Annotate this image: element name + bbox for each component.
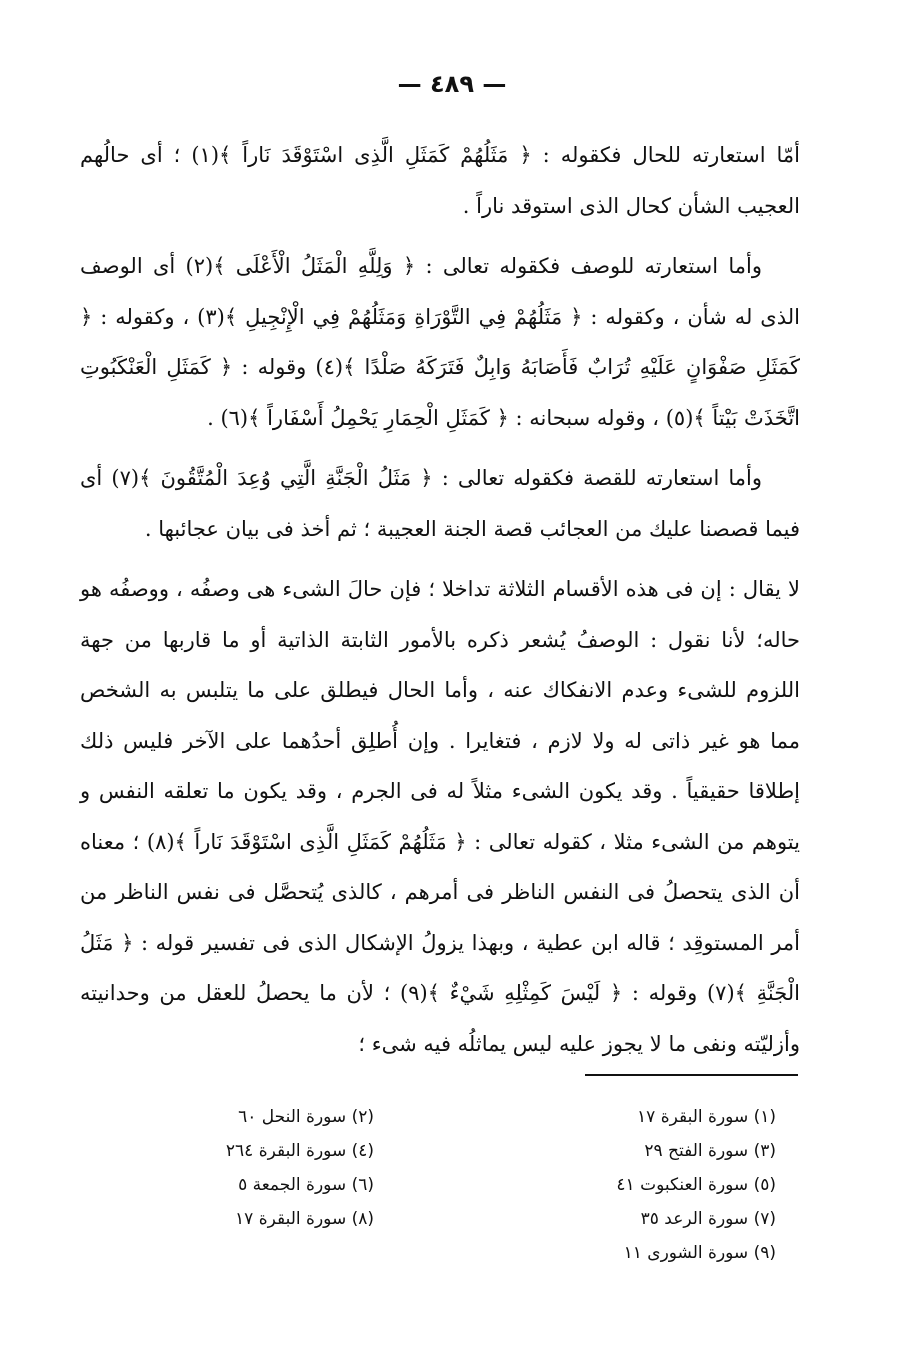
paragraph-objection: لا يقال : إن فى هذه الأقسام الثلاثة تداخلا ؛ فإن حالَ الشىء هى وصفُه ، ووصفُه هو حاله؛ لأنا نقول : الوصفُ يُشعر ذكره بالأمور الثابتة الذاتية أو ما قاربها من جهة اللزوم للشىء وعدم الانفكاك عنه ، وأما الحال فيطلق على ما يتلبس به الشخص مما هو غير ذاتى له ولا لازم ، فتغايرا . وإن أُطلِق أحدُهما على الآخر فليس ذلك إطلاقا حقيقياً . وقد يكون الشىء مثلاً له فى الجرم ، وقد يكون ما تعلقه النفس و يتوهم من الشىء مثلا ، كقوله تعالى : ﴿ مَثَلُهُمْ كَمَثَلِ الَّذِى اسْتَوْقَدَ نَاراً ﴾(٨) ؛ معناه أن الذى يتحصلُ فى النفس الناظر فى أمرهم ، كالذى يُتحصَّل فى نفس الناظر من أمر المستوقِد ؛ قاله ابن عطية ، وبهذا يزولُ الإشكال الذى فى تفسير قوله : ﴿ مَثَلُ الْجَنَّةِ ﴾(٧) وقوله : ﴿ لَيْسَ كَمِثْلِهِ شَيْءٌ ﴾(٩) ؛ لأن ما يحصلُ للعقل من وحدانيته وأزليّته ونفى ما لا يجوز عليه ليس يماثلُه فيه شىء ؛: [80, 577, 800, 1056]
footnote-9: (٩) سورة الشورى ١١: [623, 1243, 776, 1263]
paragraph-state-metaphor: أمّا استعارته للحال فكقوله : ﴿ مَثَلُهُمْ كَمَثَلِ الَّذِى اسْتَوْقَدَ نَاراً ﴾(١) ؛ أى حالُهم العجيب الشأن كحال الذى استوقد ناراً .: [80, 143, 800, 218]
footnote-3: (٣) سورة الفتح ٢٩: [644, 1141, 776, 1161]
page-number: — ٤٨٩ —: [397, 70, 507, 98]
main-text: [80, 130, 800, 1079]
footnotes: [0, 1100, 904, 1263]
footnote-1: (١) سورة البقرة ١٧: [637, 1107, 776, 1127]
footnote-8: (٨) سورة البقرة ١٧: [235, 1209, 374, 1229]
footnote-5: (٥) سورة العنكبوت ٤١: [616, 1175, 776, 1195]
paragraph-story-metaphor: وأما استعارته للقصة فكقوله تعالى : ﴿ مَثَلُ الْجَنَّةِ الَّتِي وُعِدَ الْمُتَّقُونَ ﴾(٧) أى فيما قصصنا عليك من العجائب قصة الجنة العجيبة ؛ ثم أخذ فى بيان عجائبها .: [80, 466, 800, 541]
footnote-7: (٧) سورة الرعد ٣٥: [640, 1209, 776, 1229]
footnotes-left-column: [114, 1100, 374, 1236]
paragraph-description-metaphor: وأما استعارته للوصف فكقوله تعالى : ﴿ وَلِلَّهِ الْمَثَلُ الْأَعْلَى ﴾(٢) أى الوصف الذى له شأن ، وكقوله : ﴿ مَثَلُهُمْ فِي التَّوْرَاةِ وَمَثَلُهُمْ فِي الْإِنْجِيلِ ﴾(٣) ، وكقوله : ﴿ كَمَثَلِ صَفْوَانٍ عَلَيْهِ تُرَابٌ فَأَصَابَهُ وَابِلٌ فَتَرَكَهُ صَلْدًا ﴾(٤) وقوله : ﴿ كَمَثَلِ الْعَنْكَبُوتِ اتَّخَذَتْ بَيْتاً ﴾(٥) ، وقوله سبحانه : ﴿ كَمَثَلِ الْحِمَارِ يَحْمِلُ أَسْفَاراً ﴾(٦) .: [80, 254, 800, 430]
footnote-6: (٦) سورة الجمعة ٥: [238, 1175, 374, 1195]
footnotes-right-column: [516, 1100, 776, 1270]
footnote-4: (٤) سورة البقرة ٢٦٤: [225, 1141, 374, 1161]
footnote-divider: [585, 1074, 798, 1076]
footnote-2: (٢) سورة النحل ٦٠: [238, 1107, 374, 1127]
